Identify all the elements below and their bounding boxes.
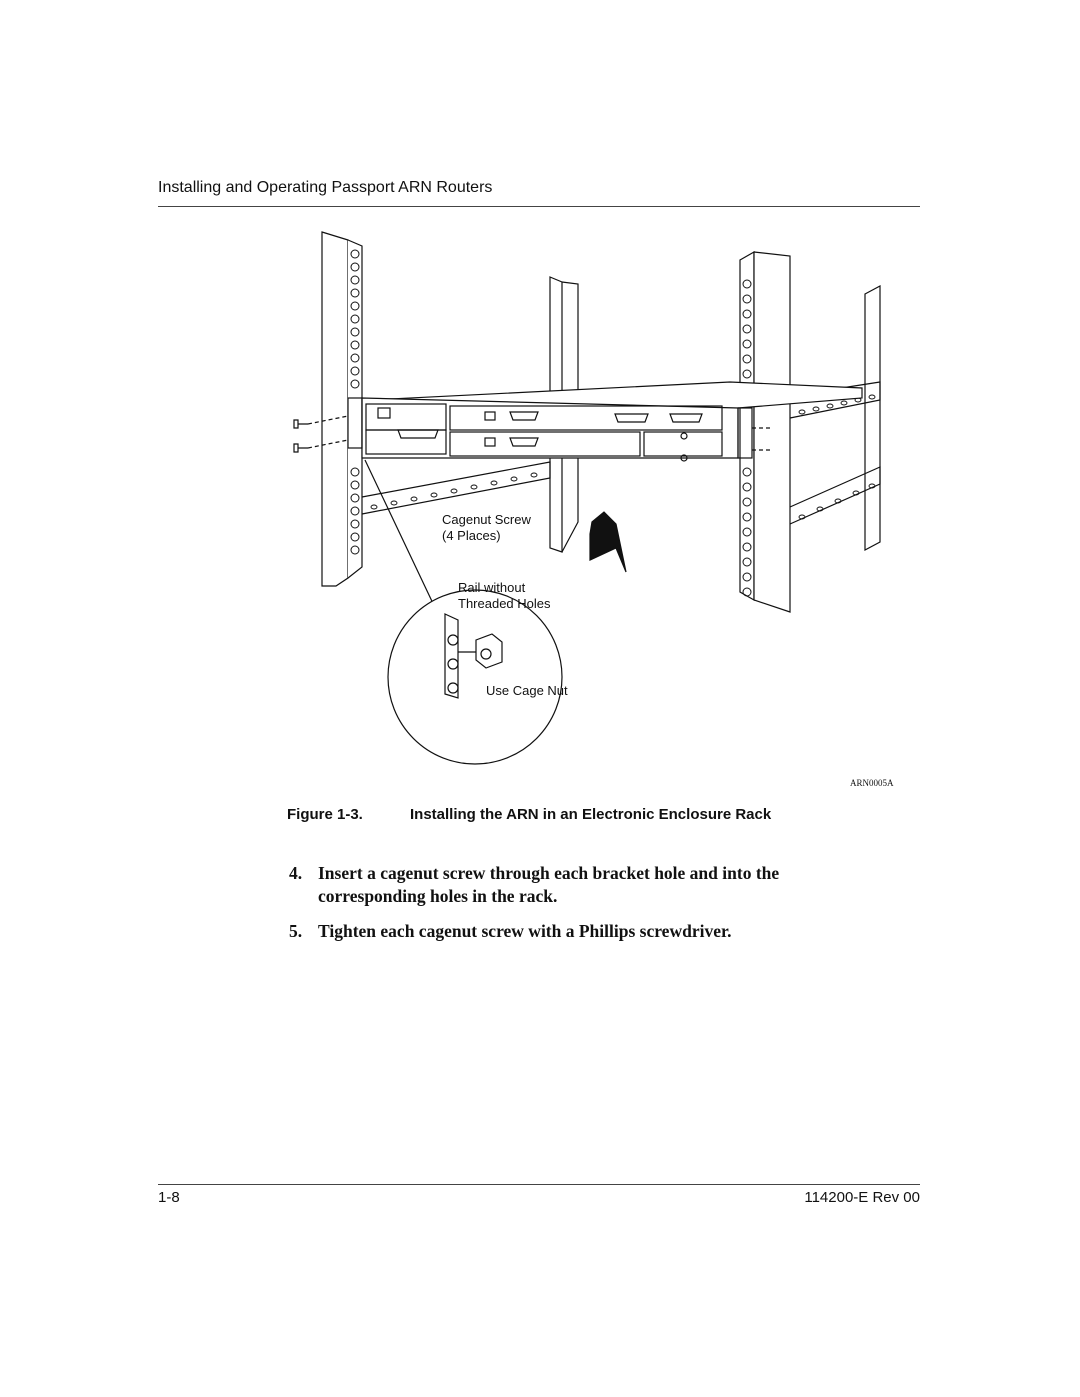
header-rule bbox=[158, 206, 920, 207]
right-rear-rail bbox=[865, 286, 880, 550]
left-front-rail bbox=[322, 232, 362, 586]
running-header: Installing and Operating Passport ARN Routers bbox=[158, 179, 493, 196]
figure-caption bbox=[287, 806, 771, 823]
step-number: 4. bbox=[289, 863, 303, 883]
document-id: 114200-E Rev 00 bbox=[804, 1189, 920, 1206]
figure-caption-number: Figure 1-3. bbox=[287, 806, 363, 823]
callout-rail-without: Rail without bbox=[458, 580, 526, 595]
callout-cagenut-screw: Cagenut Screw bbox=[442, 512, 531, 527]
step-number: 5. bbox=[289, 921, 303, 941]
cage-nut-detail-circle bbox=[388, 590, 562, 764]
rack-illustration bbox=[270, 222, 910, 792]
detail-leader-line bbox=[365, 460, 438, 614]
step-text: Tighten each cagenut screw with a Phillips screwdriver. bbox=[318, 921, 732, 941]
rack-installation-figure bbox=[270, 222, 910, 792]
callout-cagenut-places: (4 Places) bbox=[442, 528, 501, 543]
page-number: 1-8 bbox=[158, 1189, 180, 1206]
footer-rule bbox=[158, 1184, 920, 1185]
side-slide-rail-lower bbox=[362, 462, 880, 524]
callout-threaded-holes: Threaded Holes bbox=[458, 596, 551, 611]
procedure-step-5 bbox=[289, 920, 878, 943]
callout-use-cage-nut: Use Cage Nut bbox=[486, 683, 568, 698]
figure-id: ARN0005A bbox=[850, 778, 894, 788]
push-direction-arrow bbox=[590, 512, 626, 572]
figure-caption-title: Installing the ARN in an Electronic Enclosure Rack bbox=[410, 806, 772, 823]
step-text: Insert a cagenut screw through each bracket hole and into the corresponding holes in the rack. bbox=[318, 863, 780, 906]
right-front-rail bbox=[740, 252, 790, 612]
procedure-step-4 bbox=[289, 862, 878, 908]
